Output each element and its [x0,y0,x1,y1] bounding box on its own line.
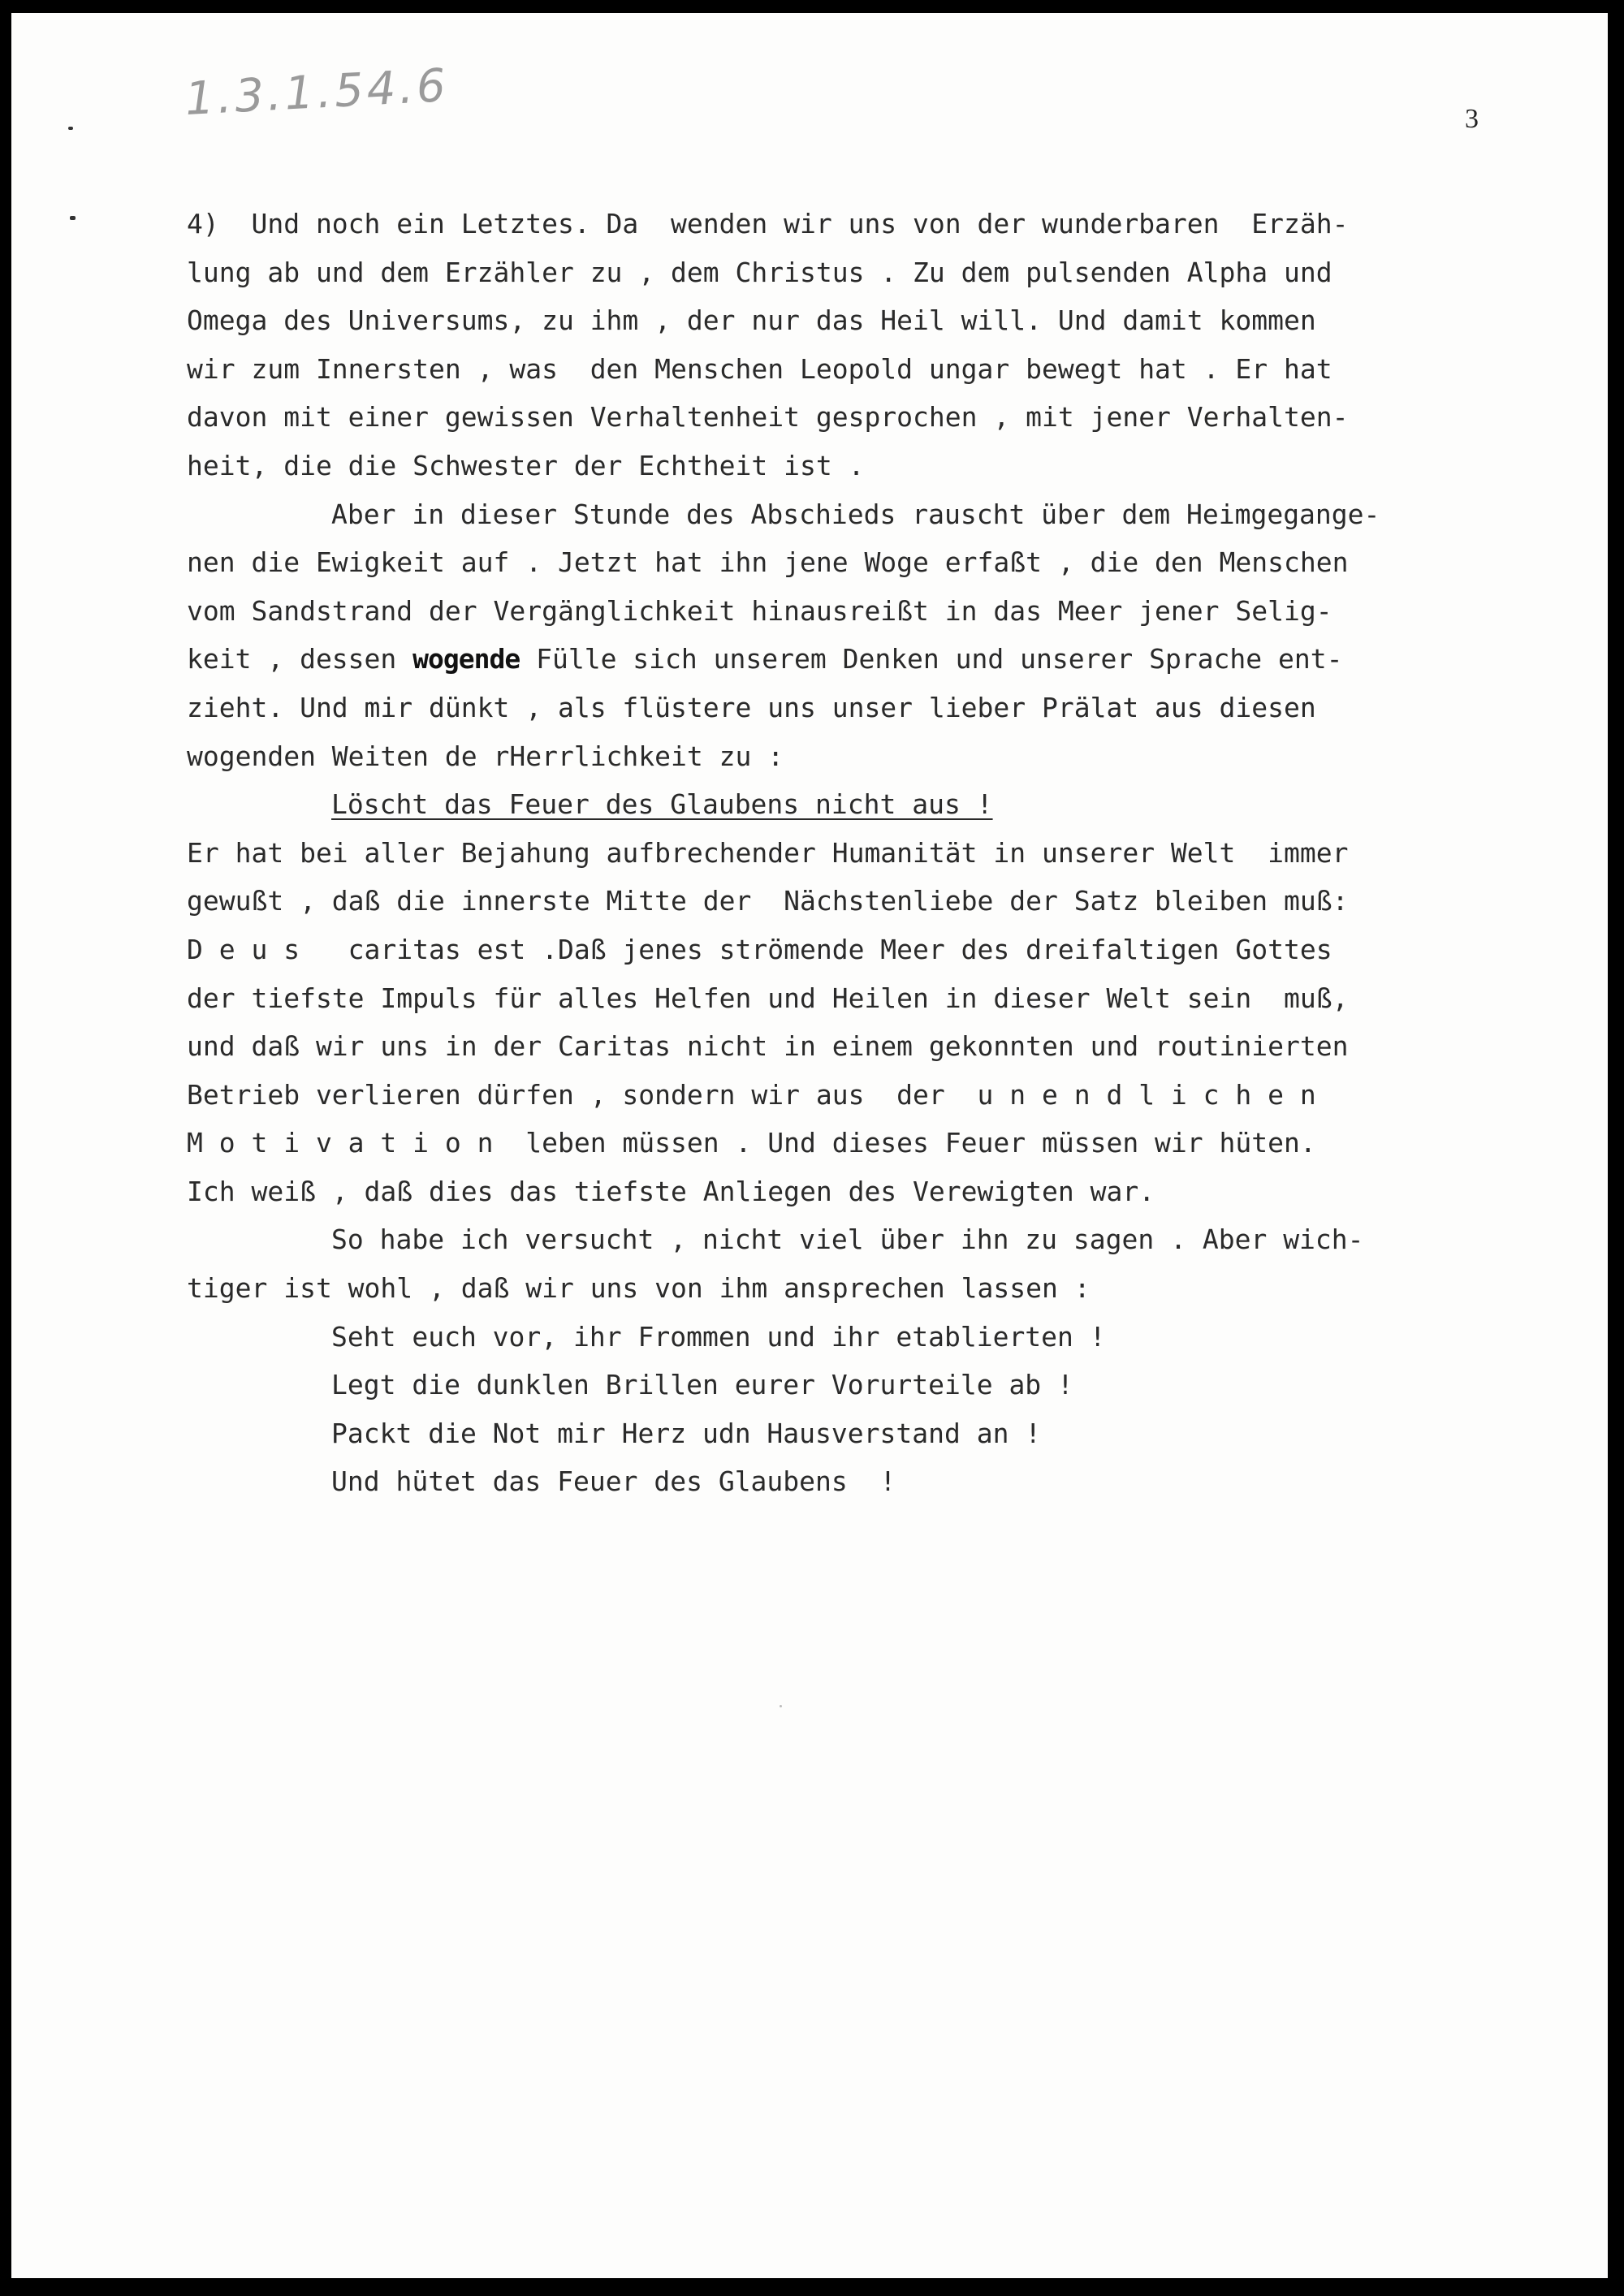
text-line: wogenden Weiten de rHerrlichkeit zu : [187,740,784,772]
exhortation-line: Seht euch vor, ihr Frommen und ihr etablierten ! [331,1320,1106,1353]
text-line-indented: So habe ich versucht , nicht viel über ihn zu sagen . Aber wich- [331,1224,1364,1256]
text-line: davon mit einer gewissen Verhaltenheit gesprochen , mit jener Verhalten- [187,401,1349,434]
text-line: der tiefste Impuls für alles Helfen und Heilen in dieser Welt sein muß, [187,982,1349,1014]
speck-mark [70,216,76,220]
text-line: Er hat bei aller Bejahung aufbrechender Humanität in unserer Welt immer [187,836,1349,869]
text-line: gewußt , daß die innerste Mitte der Nächstenliebe der Satz bleiben muß: [187,885,1349,917]
text-line: M o t i v a t i o n leben müssen . Und dieses Feuer müssen wir hüten. [187,1127,1316,1159]
text-line: D e u s caritas est .Daß jenes strömende Meer des dreifaltigen Gottes [187,933,1332,965]
text-line: Ich weiß , daß dies das tiefste Anliegen des Verewigten war. [187,1175,1155,1207]
text-line: zieht. Und mir dünkt , als flüstere uns unser lieber Prälat aus diesen [187,691,1316,723]
text-line: wir zum Innersten , was den Menschen Leopold ungar bewegt hat . Er hat [187,352,1332,385]
speck-mark [68,127,73,130]
text-line: 4) Und noch ein Letztes. Da wenden wir uns von der wunderbaren Erzäh- [187,208,1349,240]
typewritten-body [187,200,1583,1506]
text-line: tiger ist wohl , daß wir uns von ihm ansprechen lassen : [187,1272,1091,1305]
text-line: keit , dessen wogende Fülle sich unserem Denken und unserer Sprache ent- [187,643,1343,675]
exhortation-line: Packt die Not mir Herz udn Hausverstand an ! [331,1417,1042,1449]
text-line: lung ab und dem Erzähler zu , dem Christus . Zu dem pulsenden Alpha und [187,256,1332,288]
text-line: nen die Ewigkeit auf . Jetzt hat ihn jene Woge erfaßt , die den Menschen [187,546,1349,579]
exhortation-line: Legt die dunklen Brillen eurer Vorurteile ab ! [331,1369,1073,1401]
archive-number-handwritten: 1.3.1.54.6 [184,59,451,126]
text-line-indented: Aber in dieser Stunde des Abschieds rauscht über dem Heimgegange- [331,498,1380,530]
text-line: und daß wir uns in der Caritas nicht in einem gekonnten und routinierten [187,1030,1349,1063]
page-number: 3 [1465,104,1479,134]
overtyped-word: wogende [412,643,520,675]
text-line: vom Sandstrand der Vergänglichkeit hinausreißt in das Meer jener Selig- [187,594,1332,627]
exhortation-line: Und hütet das Feuer des Glaubens ! [331,1465,896,1498]
text-line: heit, die die Schwester der Echtheit ist . [187,449,865,481]
text-line: Omega des Universums, zu ihm , der nur das Heil will. Und damit kommen [187,304,1316,337]
speck-mark [780,1705,782,1707]
text-line: Betrieb verlieren dürfen , sondern wir aus der u n e n d l i c h e n [187,1078,1316,1111]
underlined-heading: Löscht das Feuer des Glaubens nicht aus ! [331,788,993,821]
